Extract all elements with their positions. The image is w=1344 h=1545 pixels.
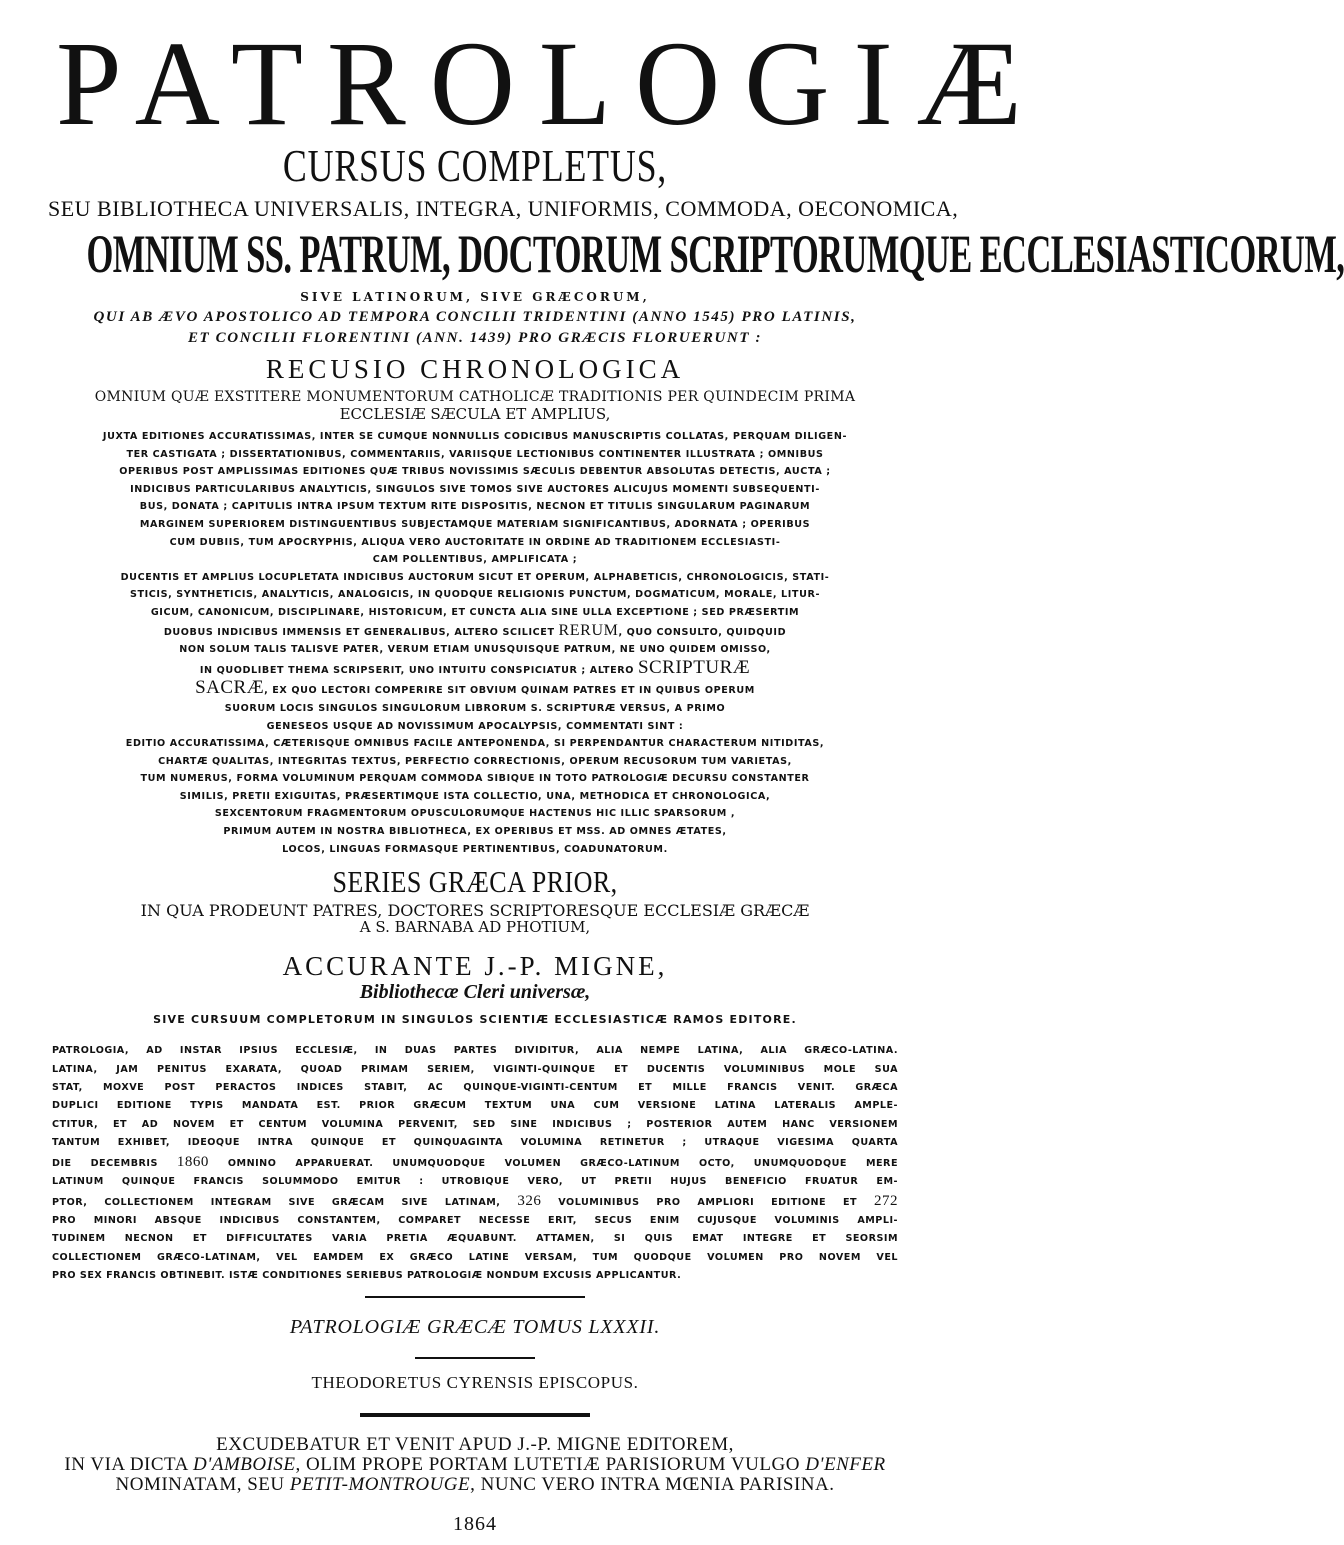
imprint-line-2	[48, 1455, 902, 1475]
paragraph-line: PATROLOGIA, AD INSTAR IPSIUS ECCLESIÆ, IN DUAS PARTES DIVIDITUR, ALIA NEMPE LATINA, ALIA GRÆCO-LATINA.	[52, 1045, 898, 1057]
paragraph-text: VOLUMINIBUS PRO AMPLIORI EDITIONE ET	[541, 1196, 874, 1208]
ducentis-line: CHARTÆ QUALITAS, INTEGRITAS TEXTUS, PERFECTIO CORRECTIONIS, OPERUM RECUSORUM TUM VARIETAS,	[158, 755, 792, 767]
paragraph-text: DIE DECEMBRIS	[52, 1157, 177, 1169]
paragraph-line: CTITUR, ET AD NOVEM ET CENTUM VOLUMINA PERVENIT, SED SINE INDICIBUS ; POSTERIOR AUTEM HANC VERSIONEM	[52, 1118, 898, 1130]
paragraph-line: STAT, MOXVE POST PERACTOS INDICES STABIT, AC QUINQUE-VIGINTI-CENTUM ET MILLE FRANCIS VENIT. GRÆCA	[52, 1082, 898, 1094]
ducentis-line: TUM NUMERUS, FORMA VOLUMINUM PERQUAM COMMODA SIBIQUE IN TOTO PATROLOGIÆ DECURSU CONSTANTER	[140, 773, 810, 785]
subtitle: CURSUS COMPLETUS,	[282, 140, 668, 191]
accurante-line: ACCURANTE J.-P. MIGNE,	[282, 951, 668, 982]
paragraph-line	[52, 1153, 898, 1173]
paragraph-line: TANTUM EXHIBET, IDEOQUE INTRA QUINQUE ET QUINQUAGINTA VOLUMINA RETINETUR ; UTRAQUE VIGESIMA QUARTA	[52, 1137, 898, 1149]
ducentis-text: , QUO CONSULTO, QUIDQUID	[618, 626, 787, 638]
divider-rule	[365, 1296, 585, 1298]
sive-latinorum-line: SIVE LATINORUM, SIVE GRÆCORUM,	[300, 290, 650, 304]
paragraph-line: LATINA, JAM PENITUS EXARATA, QUOAD PRIMAM SERIEM, VIGINTI-QUINQUE ET DUCENTIS VOLUMINIBUS MOLE SUA	[52, 1063, 898, 1075]
ducentis-block	[48, 569, 902, 859]
juxta-line: TER CASTIGATA ; DISSERTATIONIBUS, COMMENTARIIS, VARIISQUE LECTIONIBUS CONTINENTER ILLUSTRATA ; OMNIBUS	[126, 448, 824, 460]
divider-rule-thick	[360, 1413, 590, 1417]
juxta-line: OPERIBUS POST AMPLISSIMAS EDITIONES QUÆ TRIBUS NOVISSIMIS SÆCULIS DEBENTUR ABSOLUTAS DETECTIS, AUCTA ;	[119, 466, 831, 478]
patrologia-paragraph	[52, 1042, 898, 1285]
bibliotheca-line: Bibliothecæ Cleri universæ,	[359, 981, 591, 1004]
imprint-text: , NUNC VERO INTRA MŒNIA PARISINA.	[470, 1473, 835, 1495]
ducentis-line	[48, 622, 902, 642]
ducentis-line: SIMILIS, PRETII EXIGUITAS, PRÆSERTIMQUE ISTA COLLECTIO, UNA, METHODICA ET CHRONOLOGICA,	[179, 790, 771, 802]
ducentis-line: SEXCENTORUM FRAGMENTORUM OPUSCULORUMQUE HACTENUS HIC ILLIC SPARSORUM ,	[214, 808, 736, 820]
recusio-heading: RECUSIO CHRONOLOGICA	[265, 354, 685, 384]
juxta-line: JUXTA EDITIONES ACCURATISSIMAS, INTER SE CUMQUE NONNULLIS CODICIBUS MANUSCRIPTIS COLLATAS, PERQUAM DILIGEN-	[102, 431, 848, 442]
rerum-word: RERUM	[558, 621, 619, 639]
imprint-block	[48, 1435, 902, 1495]
recusio-line-2: ECCLESIÆ SÆCULA ET AMPLIUS,	[339, 405, 611, 423]
imprint-italic: D'AMBOISE	[193, 1453, 296, 1475]
imprint-text: , OLIM PROPE PORTAM LUTETIÆ PARISIORUM VULGO	[295, 1453, 806, 1475]
juxta-line: BUS, DONATA ; CAPITULIS INTRA IPSUM TEXTUM RITE DISPOSITIS, NECNON ET TITULIS SINGULARUM PAGINARUM	[139, 501, 811, 513]
ducentis-line	[48, 656, 902, 680]
ducentis-line	[48, 679, 902, 700]
ducentis-line: GENESEOS USQUE AD NOVISSIMUM APOCALYPSIS, COMMENTATI SINT :	[266, 720, 684, 732]
juxta-line: CAM POLLENTIBUS, AMPLIFICATA ;	[372, 554, 578, 566]
paragraph-text: OMNINO APPARUERAT. UNUMQUODQUE VOLUMEN GRÆCO-LATINUM OCTO, UNUMQUODQUE MERE	[208, 1157, 898, 1169]
author-line: THEODORETUS CYRENSIS EPISCOPUS.	[311, 1372, 639, 1392]
ducentis-line: PRIMUM AUTEM IN NOSTRA BIBLIOTHECA, EX OPERIBUS ET MSS. AD OMNES ÆTATES,	[223, 826, 727, 838]
paragraph-line: TUDINEM NECNON ET DIFFICULTATES VARIA PRETIA ÆQUABUNT. ATTAMEN, SI QUIS EMAT INTEGRE ET SEORSIM	[52, 1233, 898, 1245]
seu-line: SEU BIBLIOTHECA UNIVERSALIS, INTEGRA, UNIFORMIS, COMMODA, OECONOMICA,	[48, 196, 959, 221]
divider-rule	[415, 1357, 535, 1359]
imprint-line-1: EXCUDEBATUR ET VENIT APUD J.-P. MIGNE EDITOREM,	[216, 1433, 734, 1455]
year-1860: 1860	[176, 1153, 209, 1170]
paragraph-line: PRO SEX FRANCIS OBTINEBIT. ISTÆ CONDITIONES SERIEBUS PATROLOGIÆ NONDUM EXCUSIS APPLICANTUR.	[52, 1270, 682, 1282]
ducentis-line: GICUM, CANONICUM, DISCIPLINARE, HISTORICUM, ET CUNCTA ALIA SINE ULLA EXCEPTIONE ; SED PRÆSERTIM	[150, 606, 800, 618]
imprint-italic: PETIT-MONTROUGE	[289, 1473, 471, 1495]
publication-year: 1864	[453, 1512, 497, 1535]
volume-count-272: 272	[874, 1192, 898, 1209]
scripturae-word: SCRIPTURÆ	[637, 656, 751, 678]
imprint-italic: D'ENFER	[805, 1453, 886, 1475]
paragraph-line: COLLECTIONEM GRÆCO-LATINAM, VEL EAMDEM EX GRÆCO LATINE VERSAM, TUM QUODQUE VOLUMEN PRO NOVEM VEL	[52, 1251, 898, 1263]
ducentis-text: DUOBUS INDICIBUS IMMENSIS ET GENERALIBUS, ALTERO SCILICET	[163, 626, 559, 638]
ducentis-line: LOCOS, LINGUAS FORMASQUE PERTINENTIBUS, COADUNATORUM.	[282, 843, 668, 855]
juxta-line: CUM DUBIIS, TUM APOCRYPHIS, ALIQUA VERO AUCTORITATE IN ORDINE AD TRADITIONEM ECCLESIASTI-	[169, 536, 781, 548]
imprint-line-3	[48, 1475, 902, 1495]
paragraph-line	[52, 1192, 898, 1212]
imprint-text: IN VIA DICTA	[64, 1453, 194, 1475]
qui-line-2: ET CONCILII FLORENTINI (ANN. 1439) PRO GRÆCIS FLORUERUNT :	[187, 330, 763, 346]
qui-line-1: QUI AB ÆVO APOSTOLICO AD TEMPORA CONCILII TRIDENTINI (ANNO 1545) PRO LATINIS,	[93, 309, 857, 325]
ducentis-text: , EX QUO LECTORI COMPERIRE SIT OBVIUM QUINAM PATRES ET IN QUIBUS OPERUM	[264, 685, 755, 697]
ducentis-text: IN QUODLIBET THEMA SCRIPSERIT, UNO INTUITU CONSPICIATUR ; ALTERO	[199, 664, 638, 676]
ducentis-line: STICIS, SYNTHETICIS, ANALYTICIS, ANALOGICIS, IN QUODQUE RELIGIONIS PUNCTUM, DOGMATICUM, MORALE, LITUR-	[129, 589, 821, 601]
series-line-1: IN QUA PRODEUNT PATRES, DOCTORES SCRIPTORESQUE ECCLESIÆ GRÆCÆ	[140, 901, 810, 921]
ducentis-line: SUORUM LOCIS SINGULOS SINGULORUM LIBRORUM S. SCRIPTURÆ VERSUS, A PRIMO	[224, 702, 726, 714]
paragraph-line: DUPLICI EDITIONE TYPIS MANDATA EST. PRIOR GRÆCUM TEXTUM UNA CUM VERSIONE LATINA LATERALIS AMPLE-	[52, 1100, 898, 1112]
omnium-line: OMNIUM SS. PATRUM, DOCTORUM SCRIPTORUMQUE ECCLESIASTICORUM,	[86, 224, 1344, 284]
imprint-text: NOMINATAM, SEU	[115, 1473, 290, 1495]
recusio-line-1: OMNIUM QUÆ EXSTITERE MONUMENTORUM CATHOLICÆ TRADITIONIS PER QUINDECIM PRIMA	[94, 389, 856, 405]
ducentis-line: EDITIO ACCURATISSIMA, CÆTERISQUE OMNIBUS FACILE ANTEPONENDA, SI PERPENDANTUR CHARACTERUM NITIDITAS,	[125, 738, 825, 750]
juxta-line: INDICIBUS PARTICULARIBUS ANALYTICIS, SINGULOS SIVE TOMOS SIVE AUCTORES ALICUJUS MOMENTI SUBSEQUENTI-	[130, 483, 820, 495]
sacrae-word: SACRÆ	[195, 677, 265, 699]
juxta-line: MARGINEM SUPERIOREM DISTINGUENTIBUS SUBJECTAMQUE MATERIAM SIGNIFICANTIBUS, ADORNATA ; OPERIBUS	[139, 518, 811, 530]
paragraph-text: PTOR, COLLECTIONEM INTEGRAM SIVE GRÆCAM SIVE LATINAM,	[52, 1196, 518, 1208]
editor-sive-line: SIVE CURSUUM COMPLETORUM IN SINGULOS SCIENTIÆ ECCLESIASTICÆ RAMOS EDITORE.	[153, 1013, 797, 1027]
paragraph-line: LATINUM QUINQUE FRANCIS SOLUMMODO EMITUR : UTROBIQUE VERO, UT PRETII HUJUS BENEFICIO FRUATUR EM-	[52, 1176, 898, 1188]
series-heading: SERIES GRÆCA PRIOR,	[332, 864, 618, 900]
juxta-block	[48, 428, 902, 569]
ducentis-line: NON SOLUM TALIS TALISVE PATER, VERUM ETIAM UNUSQUISQUE PATRUM, NE UNO QUIDEM OMISSO,	[179, 644, 771, 656]
series-line-2: A S. BARNABA AD PHOTIUM,	[359, 918, 591, 937]
paragraph-line: PRO MINORI ABSQUE INDICIBUS CONSTANTEM, COMPARET NECESSE ERIT, SECUS ENIM CUJUSQUE VOLUMINIS AMPLI-	[52, 1214, 898, 1226]
tomus-line: PATROLOGIÆ GRÆCÆ TOMUS LXXXII.	[289, 1315, 661, 1338]
ducentis-line: DUCENTIS ET AMPLIUS LOCUPLETATA INDICIBUS AUCTORUM SICUT ET OPERUM, ALPHABETICIS, CHRONOLOGICIS, STATI-	[120, 571, 830, 583]
volume-count-326: 326	[517, 1192, 542, 1209]
main-title: PATROLOGIÆ	[56, 16, 1046, 151]
